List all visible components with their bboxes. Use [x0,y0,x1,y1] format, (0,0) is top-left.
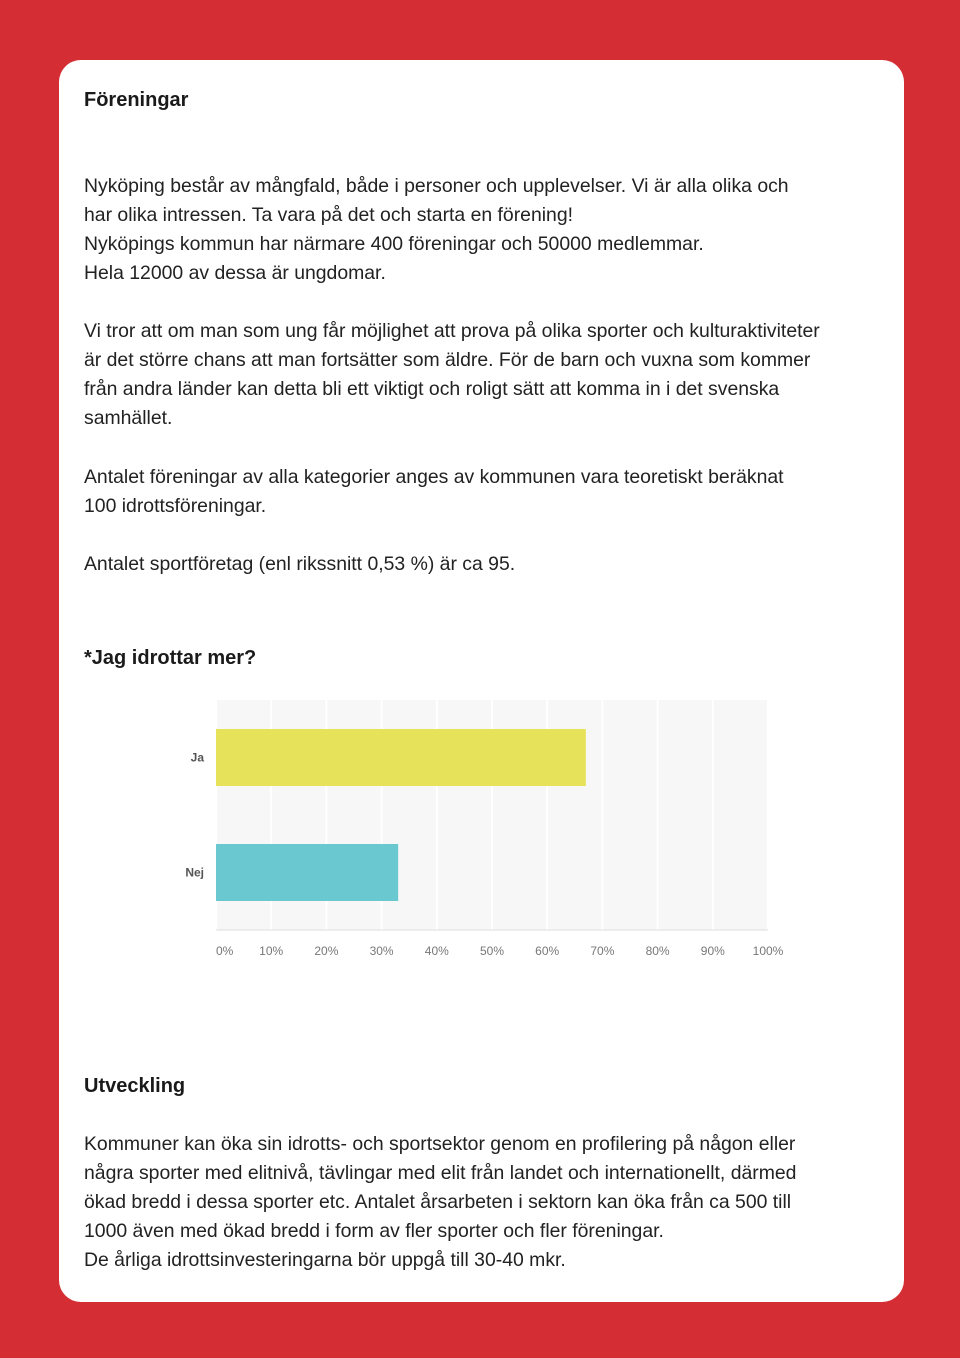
x-tick-label: 10% [259,944,284,958]
x-tick-label: 70% [590,944,615,958]
section-title-survey: *Jag idrottar mer? [84,647,257,669]
chart-canvas [184,700,824,970]
survey-bar-chart [184,700,824,970]
paragraph-opportunity: Vi tror att om man som ung får möjlighet att prova på olika sporter och kulturaktiviteter är det större chans att man fortsätter som äldre. För de barn och vuxna som kommer från andra länder kan detta bli ett viktigt och roligt sätt att komma in i det svenska samhället. [84,320,820,429]
x-tick-label: 0% [216,944,234,958]
x-tick-label: 100% [752,944,784,958]
paragraph-intro: Nyköping består av mångfald, både i personer och upplevelser. Vi är alla olika och har olika intressen. Ta vara på det och starta en förening! Nyköpings kommun har närmare 400 föreningar och 50000 medlemmar. Hela 12000 av dessa är ungdomar. [84,175,789,284]
bar-nej [216,844,398,901]
paragraph-development: Kommuner kan öka sin idrotts- och sportsektor genom en profilering på någon eller några sporter med elitnivå, tävlingar med elit från landet och internationellt, därmed ökad bredd i dessa sporter etc. Antalet årsarbeten i sektorn kan öka från ca 500 till 1000 även med ökad bredd i form av fler sporter och fler föreningar. De årliga idrottsinvesteringarna bör uppgå till 30-40 mkr. [84,1133,797,1271]
x-tick-label: 40% [424,944,449,958]
category-label-nej: Nej [185,865,204,880]
content-card [59,60,904,1302]
section-title-utveckling: Utveckling [84,1075,186,1097]
x-tick-label: 50% [479,944,505,958]
x-tick-label: 90% [700,944,725,958]
category-label-ja: Ja [190,750,204,765]
x-tick-label: 60% [535,944,560,958]
bar-ja [216,729,586,786]
section-title-foreningar: Föreningar [84,89,189,111]
x-tick-label: 30% [369,944,394,958]
x-tick-label: 80% [645,944,670,958]
paragraph-association-count: Antalet föreningar av alla kategorier anges av kommunen vara teoretiskt beräknat 100 idrottsföreningar. [84,466,784,517]
paragraph-sports-companies: Antalet sportföretag (enl rikssnitt 0,53 %) är ca 95. [84,553,516,575]
x-tick-label: 20% [314,944,339,958]
